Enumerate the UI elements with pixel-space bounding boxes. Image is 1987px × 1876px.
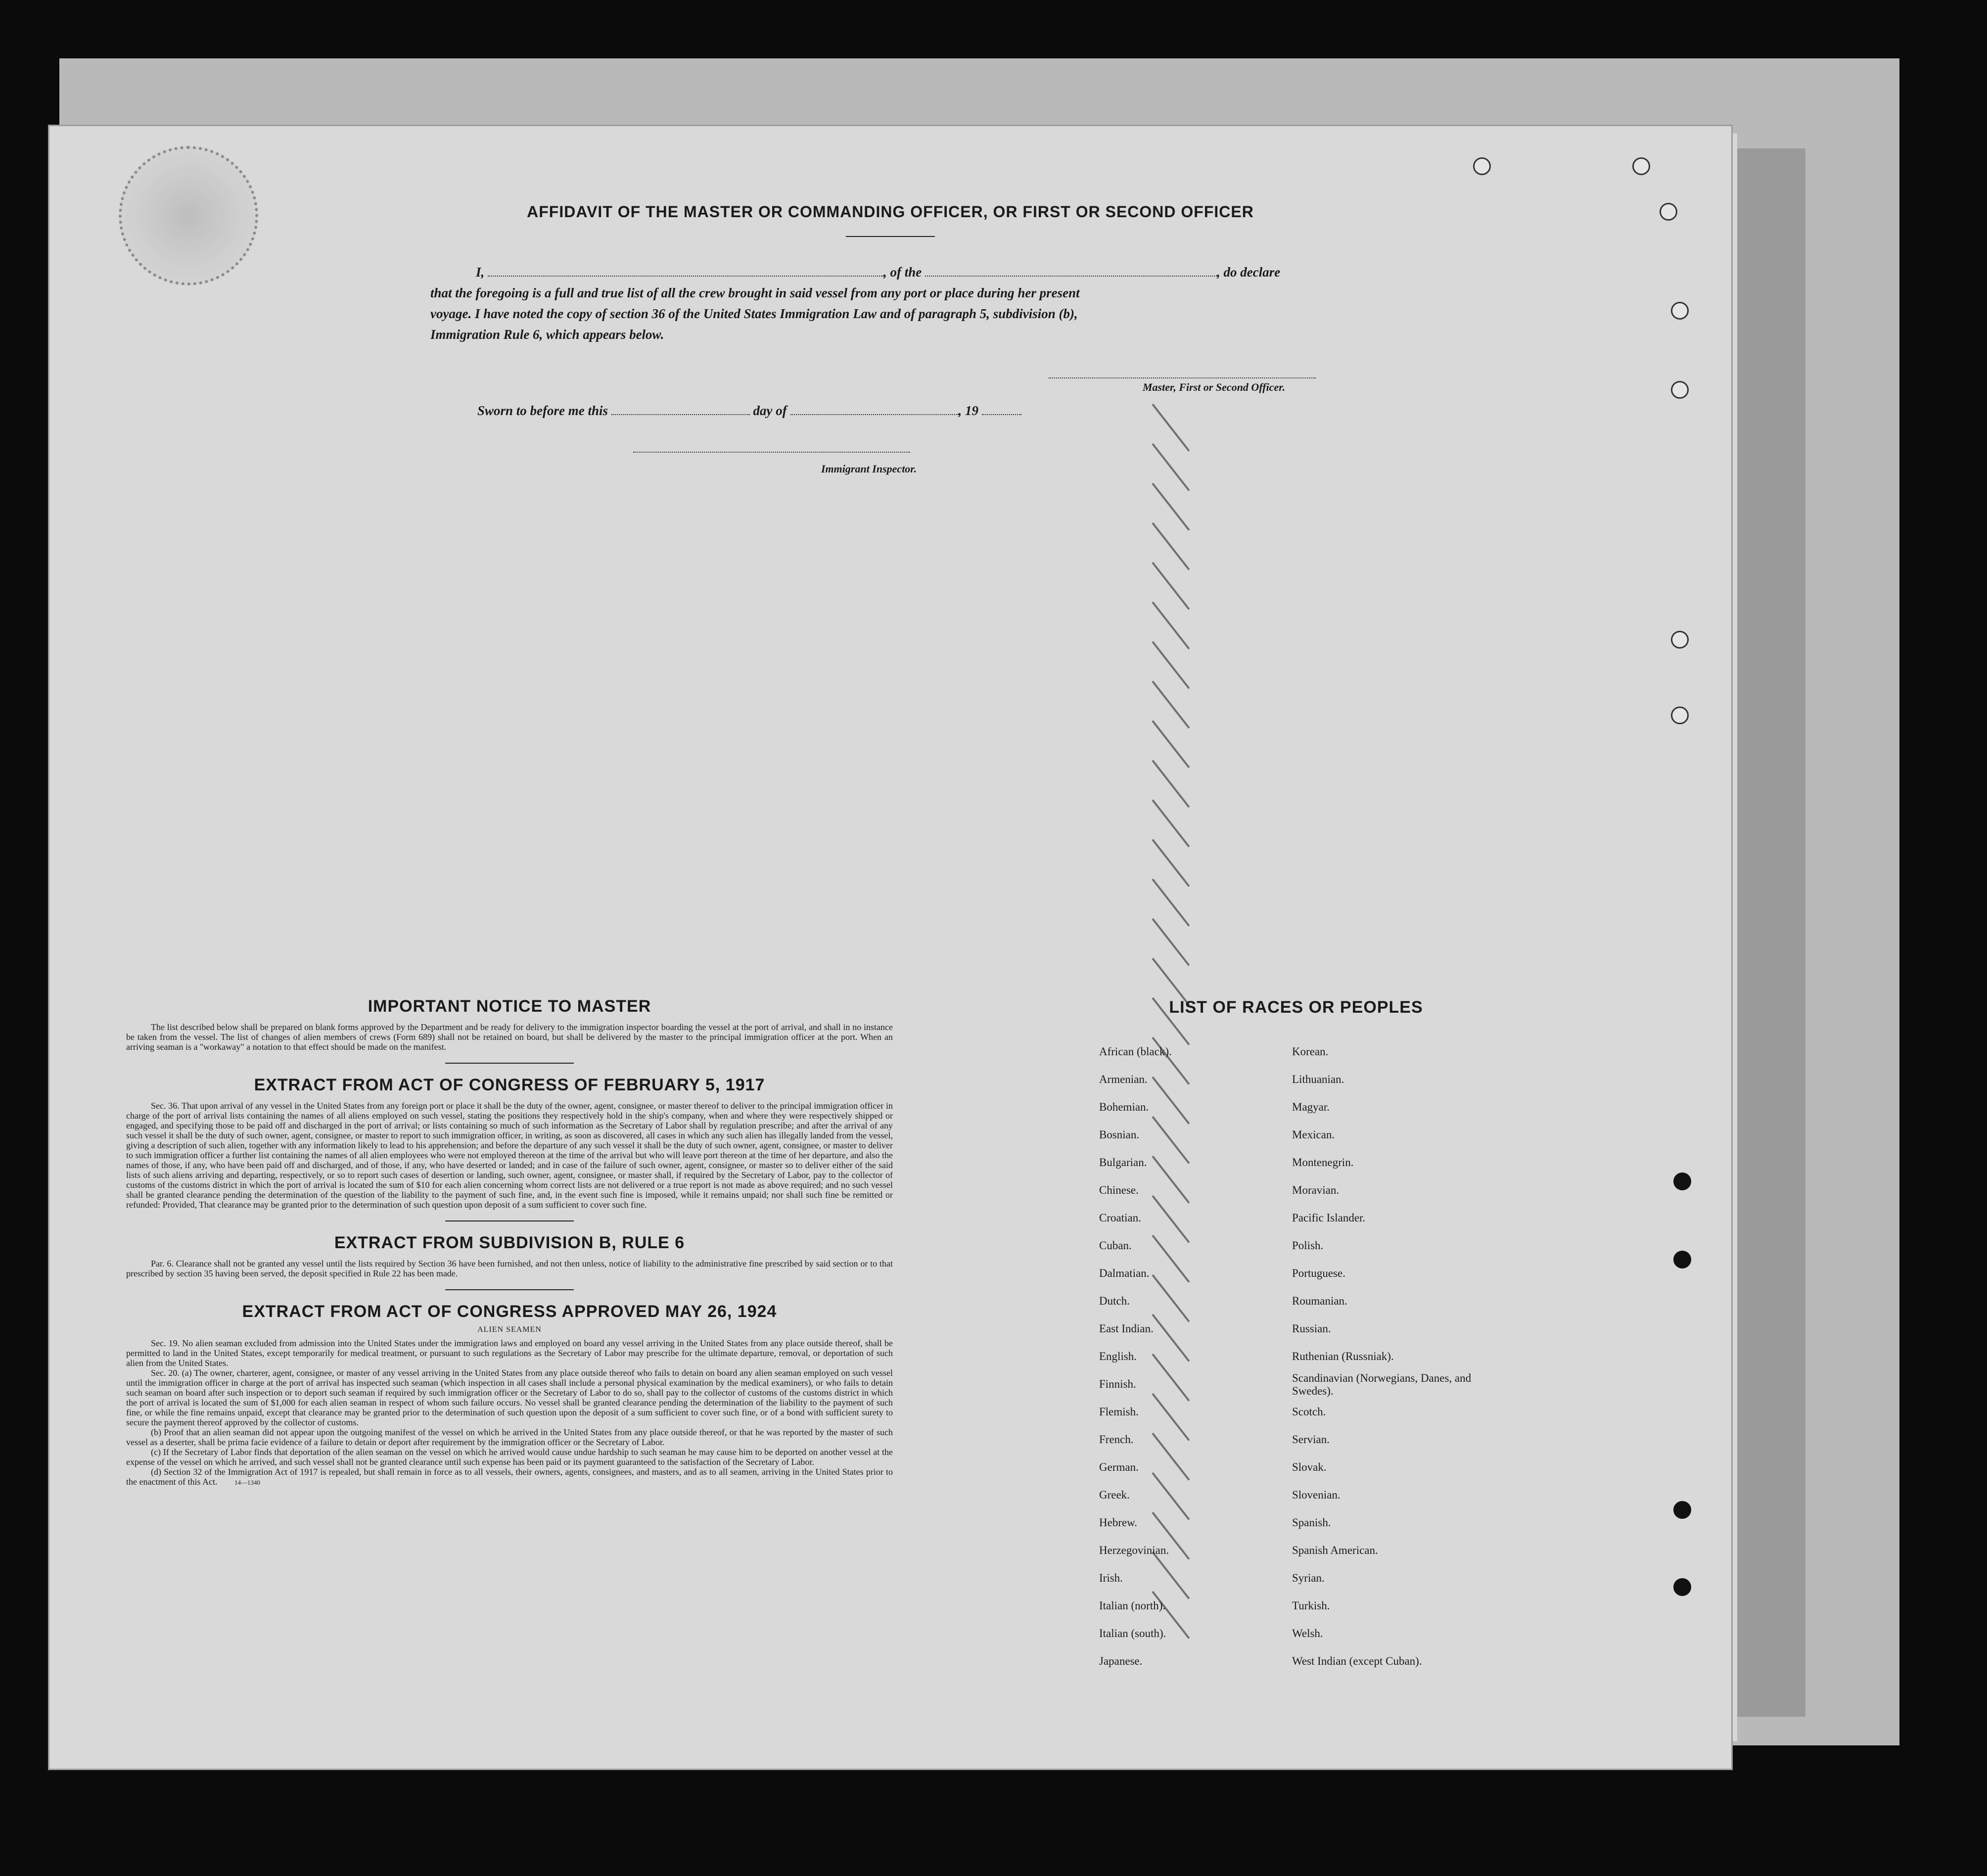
affidavit-line-3: voyage. I have noted the copy of section 36 of the United States Immigration Law and of paragraph 5, subdivision (b), <box>430 306 1078 321</box>
check-mark <box>1152 602 1190 650</box>
affidavit-line-1 <box>476 265 1416 280</box>
sworn-text-c: , 19 <box>958 403 979 418</box>
race-right: Spanish. <box>1292 1516 1331 1529</box>
extract-1917-text: Sec. 36. That upon arrival of any vessel in the United States from any foreign port or place it shall be the duty of the owner, agent, consignee, or master thereof to deliver to the principal immigration officer in charge of the port of arrival lists containing the names of all aliens employed on such vessel, stating the positions they respectively hold in the ship's company, when and where they were respectively shipped or engaged, and specifying those to be paid off and discharged in the port of arrival; or lists containing so much of such information as the Secretary of Labor shall by regulation prescribe; and after the arrival of any such vessel it shall be the duty of such owner, agent, consignee, or master to report to such immigration officer, in writing, as soon as discovered, all cases in which any such alien has illegally landed from the vessel, giving a description of such alien, together with any information likely to lead to his apprehension; and before the departure of any such vessel it shall be the duty of such owner, agent, consignee, or master to deliver to such immigration officer a further list containing the names of all alien employees who were not employed thereon at the time of the arrival but who will leave port thereon at the time of her departure, and also the names of those, if any, who have been paid off and discharged, and of those, if any, who have deserted or landed; and in case of the failure of such owner, agent, consignee, or master so to deliver either of the said lists of such aliens arriving and departing, respectively, or so to report such cases of desertion or landing, such owner, agent, consignee, or master shall, if required by the Secretary of Labor, pay to the collector of customs of the customs district in which the port of arrival is located the sum of $10 for each alien concerning whom correct lists are not delivered or a true report is not made as above required; and no such vessel shall be granted clearance pending the determination of the question of the liability to the payment of such fine, and, in the event such fine is imposed, while it remains unpaid; nor shall such fine be remitted or refunded: Provided, That clearance may be granted prior to the determination of such question upon deposit of a sum sufficient to cover such fine. <box>126 1101 893 1210</box>
extract-1924-p5-text: (d) Section 32 of the Immigration Act of 1917 is repealed, but shall remain in force as to all vessels, their owners, agents, consignees, and masters, and as to all seamen, arriving in the United States prior to the enactment of this Act. <box>126 1467 893 1487</box>
punch-hole <box>1673 1251 1691 1268</box>
race-right: Lithuanian. <box>1292 1073 1344 1085</box>
inspector-signature-line[interactable] <box>633 452 910 453</box>
check-mark <box>1152 562 1190 610</box>
extract-1924-p3: (b) Proof that an alien seaman did not appear upon the outgoing manifest of the vessel on which he arrived in the United States from any place outside thereof, or that he was reported by the master of such vessel as a deserter, shall be prima facie evidence of a failure to detain or deport after requirement by the immigration officer or the Secretary of Labor. <box>126 1427 893 1447</box>
check-mark <box>1152 1156 1190 1204</box>
race-right: Servian. <box>1292 1433 1330 1446</box>
race-right: Roumanian. <box>1292 1295 1347 1307</box>
affidavit-line-1c: , do declare <box>1217 265 1281 280</box>
punch-hole <box>1671 631 1689 649</box>
check-mark <box>1152 1472 1190 1520</box>
race-right: Slovenian. <box>1292 1489 1340 1501</box>
race-left: Armenian. <box>1099 1073 1148 1085</box>
check-mark <box>1152 879 1190 927</box>
punch-hole <box>1673 1501 1691 1519</box>
check-mark <box>1152 918 1190 966</box>
check-mark <box>1152 1314 1190 1362</box>
divider <box>445 1063 574 1064</box>
affidavit-line-2: that the foregoing is a full and true list of all the crew brought in said vessel from any port or place during her present <box>430 285 1080 300</box>
race-left: African (black). <box>1099 1045 1172 1058</box>
check-mark <box>1152 839 1190 887</box>
check-mark <box>1152 1551 1190 1599</box>
check-mark <box>1152 1274 1190 1322</box>
race-left: Bosnian. <box>1099 1128 1140 1141</box>
left-column <box>126 997 893 1488</box>
race-left: Bohemian. <box>1099 1101 1149 1113</box>
check-mark <box>1152 443 1190 491</box>
punch-hole <box>1673 1578 1691 1596</box>
year-blank[interactable] <box>982 403 1021 415</box>
month-blank[interactable] <box>790 403 959 415</box>
race-left: French. <box>1099 1433 1134 1446</box>
check-mark <box>1152 799 1190 847</box>
extract-1924-p5 <box>126 1467 893 1488</box>
extract-rule6-title: EXTRACT FROM SUBDIVISION B, RULE 6 <box>334 1233 685 1252</box>
race-right: Welsh. <box>1292 1627 1323 1640</box>
race-right: Polish. <box>1292 1239 1324 1252</box>
inspector-caption: Immigrant Inspector. <box>821 463 917 475</box>
race-right: Slovak. <box>1292 1461 1327 1473</box>
race-right: Mexican. <box>1292 1128 1335 1141</box>
punch-hole <box>1671 302 1689 320</box>
check-mark <box>1152 1077 1190 1125</box>
extract-1917-title: EXTRACT FROM ACT OF CONGRESS OF FEBRUARY 5, 1917 <box>254 1076 765 1094</box>
sworn-text-b: day of <box>753 403 787 418</box>
race-right: Syrian. <box>1292 1572 1325 1584</box>
divider <box>445 1289 574 1290</box>
notice-text: The list described below shall be prepared on blank forms approved by the Department and be ready for delivery to the immigration inspector boarding the vessel at the port of arrival, and shall in no instance be taken from the vessel. The list of changes of alien members of crews (Form 689) shall not be retained on board, but shall be delivered by the master to the principal immigration officer at the port. When an arriving seaman is a "workaway" a notation to that effect should be made on the manifest. <box>126 1022 893 1052</box>
check-mark <box>1152 720 1190 768</box>
race-left: Dutch. <box>1099 1295 1130 1307</box>
check-mark <box>1152 1354 1190 1402</box>
sworn-line <box>477 403 1170 419</box>
extract-1924-title: EXTRACT FROM ACT OF CONGRESS APPROVED MAY 26, 1924 <box>242 1302 777 1321</box>
race-right: Turkish. <box>1292 1599 1330 1612</box>
check-mark <box>1152 1393 1190 1441</box>
race-right: Korean. <box>1292 1045 1329 1058</box>
race-left: Irish. <box>1099 1572 1123 1584</box>
race-left: German. <box>1099 1461 1139 1473</box>
race-left: Bulgarian. <box>1099 1156 1147 1169</box>
race-right: Russian. <box>1292 1322 1331 1335</box>
punch-hole <box>1673 1172 1691 1190</box>
sworn-text-a: Sworn to before me this <box>477 403 608 418</box>
punch-hole <box>1671 381 1689 399</box>
races-title: LIST OF RACES OR PEOPLES <box>1169 998 1423 1017</box>
race-right: Magyar. <box>1292 1101 1330 1113</box>
extract-1924-p4: (c) If the Secretary of Labor finds that deportation of the alien seaman on the vessel on which he arrived would cause undue hardship to such seaman he may cause him to be deported on another vessel at the expense of the vessel on which he arrived, and such vessel shall not be granted clearance until such expense has been paid or its payment guaranteed to the satisfaction of the Secretary of Labor. <box>126 1447 893 1467</box>
notice-title: IMPORTANT NOTICE TO MASTER <box>368 997 651 1016</box>
extract-1924-p2: Sec. 20. (a) The owner, charterer, agent, consignee, or master of any vessel arriving in the United States from any place outside thereof who fails to detain on board any alien seaman employed on such vessel until the immigration officer in charge at the port of arrival has inspected such seaman (which inspection in all cases shall include a personal physical examination by the medical examiners), or who fails to detain such seaman on board after such inspection or to deport such seaman if required by such immigration officer or the Secretary of Labor to do so, shall pay to the collector of customs of the customs district in which the port of arrival is located the sum of $1,000 for each alien seaman in respect of whom such failure occurs. No vessel shall be granted clearance pending the determination of the liability to the payment of such fine, or while the fine remains unpaid, except that clearance may be granted prior to the determination of such question upon the deposit of a sum sufficient to cover such fine, or of a bond with sufficient surety to secure the payment thereof approved by the collector of customs. <box>126 1368 893 1427</box>
master-signature-line[interactable] <box>1049 377 1316 378</box>
race-right: Scotch. <box>1292 1406 1326 1418</box>
extract-rule6-text: Par. 6. Clearance shall not be granted any vessel until the lists required by Section 36 have been furnished, and not then unless, notice of liability to the administrative fine prescribed by said section or to that prescribed by section 35 having been served, the deposit specified in Rule 22 has been made. <box>126 1259 893 1278</box>
race-left: Herzegovinian. <box>1099 1544 1169 1556</box>
master-signature-caption: Master, First or Second Officer. <box>1143 381 1286 393</box>
affidavit-line-1a: I, <box>476 265 485 280</box>
race-left: Chinese. <box>1099 1184 1139 1196</box>
day-blank[interactable] <box>611 403 750 415</box>
name-blank[interactable] <box>488 265 883 277</box>
race-right: Montenegrin. <box>1292 1156 1354 1169</box>
check-mark <box>1152 404 1190 452</box>
race-right: Spanish American. <box>1292 1544 1378 1556</box>
affidavit-line-4: Immigration Rule 6, which appears below. <box>430 327 664 342</box>
check-mark <box>1152 641 1190 689</box>
check-mark <box>1152 760 1190 808</box>
race-right: Scandinavian (Norwegians, Danes, and Swedes). <box>1292 1372 1472 1397</box>
check-mark <box>1152 1195 1190 1243</box>
divider <box>445 1220 574 1221</box>
check-mark <box>1152 1116 1190 1164</box>
race-left: Finnish. <box>1099 1378 1136 1390</box>
check-mark <box>1152 1037 1190 1085</box>
check-mark <box>1152 681 1190 729</box>
race-left: Hebrew. <box>1099 1516 1138 1529</box>
check-mark <box>1152 1235 1190 1283</box>
background-page-edge <box>1736 148 1805 1717</box>
race-left: Croatian. <box>1099 1212 1141 1224</box>
race-left: Italian (north). <box>1099 1599 1166 1612</box>
extract-1924-p1: Sec. 19. No alien seaman excluded from admission into the United States under the immigration laws and employed on board any vessel arriving in the United States from any place outside thereof, shall be permitted to land in the United States, except temporarily for medical treatment, or pursuant to such regulations as the Secretary of Labor may prescribe for the ultimate departure, removal, or deportation of such alien from the United States. <box>126 1338 893 1368</box>
document-page <box>49 126 1731 1769</box>
race-left: Japanese. <box>1099 1655 1143 1667</box>
affidavit-title: AFFIDAVIT OF THE MASTER OR COMMANDING OFFICER, OR FIRST OR SECOND OFFICER <box>527 203 1254 221</box>
race-left: English. <box>1099 1350 1137 1362</box>
race-left: Flemish. <box>1099 1406 1139 1418</box>
punch-hole <box>1632 157 1650 175</box>
affidavit-line-1b: , of the <box>883 265 922 280</box>
race-left: Greek. <box>1099 1489 1130 1501</box>
divider <box>846 236 935 237</box>
punch-hole <box>1660 203 1677 221</box>
check-mark <box>1152 483 1190 531</box>
check-mark <box>1152 1433 1190 1481</box>
race-right: Pacific Islander. <box>1292 1212 1366 1224</box>
race-left: Dalmatian. <box>1099 1267 1150 1279</box>
race-right: Portuguese. <box>1292 1267 1345 1279</box>
race-right: Moravian. <box>1292 1184 1340 1196</box>
race-right: Ruthenian (Russniak). <box>1292 1350 1394 1362</box>
race-left: Cuban. <box>1099 1239 1132 1252</box>
punch-hole <box>1671 706 1689 724</box>
form-number: 14—1340 <box>234 1479 260 1486</box>
check-mark <box>1152 522 1190 570</box>
extract-1924-subtitle: ALIEN SEAMEN <box>477 1325 542 1334</box>
embossed-seal <box>119 146 258 285</box>
race-left: East Indian. <box>1099 1322 1154 1335</box>
vessel-blank[interactable] <box>925 265 1217 277</box>
race-right: West Indian (except Cuban). <box>1292 1655 1422 1667</box>
race-left: Italian (south). <box>1099 1627 1166 1640</box>
punch-hole <box>1473 157 1491 175</box>
